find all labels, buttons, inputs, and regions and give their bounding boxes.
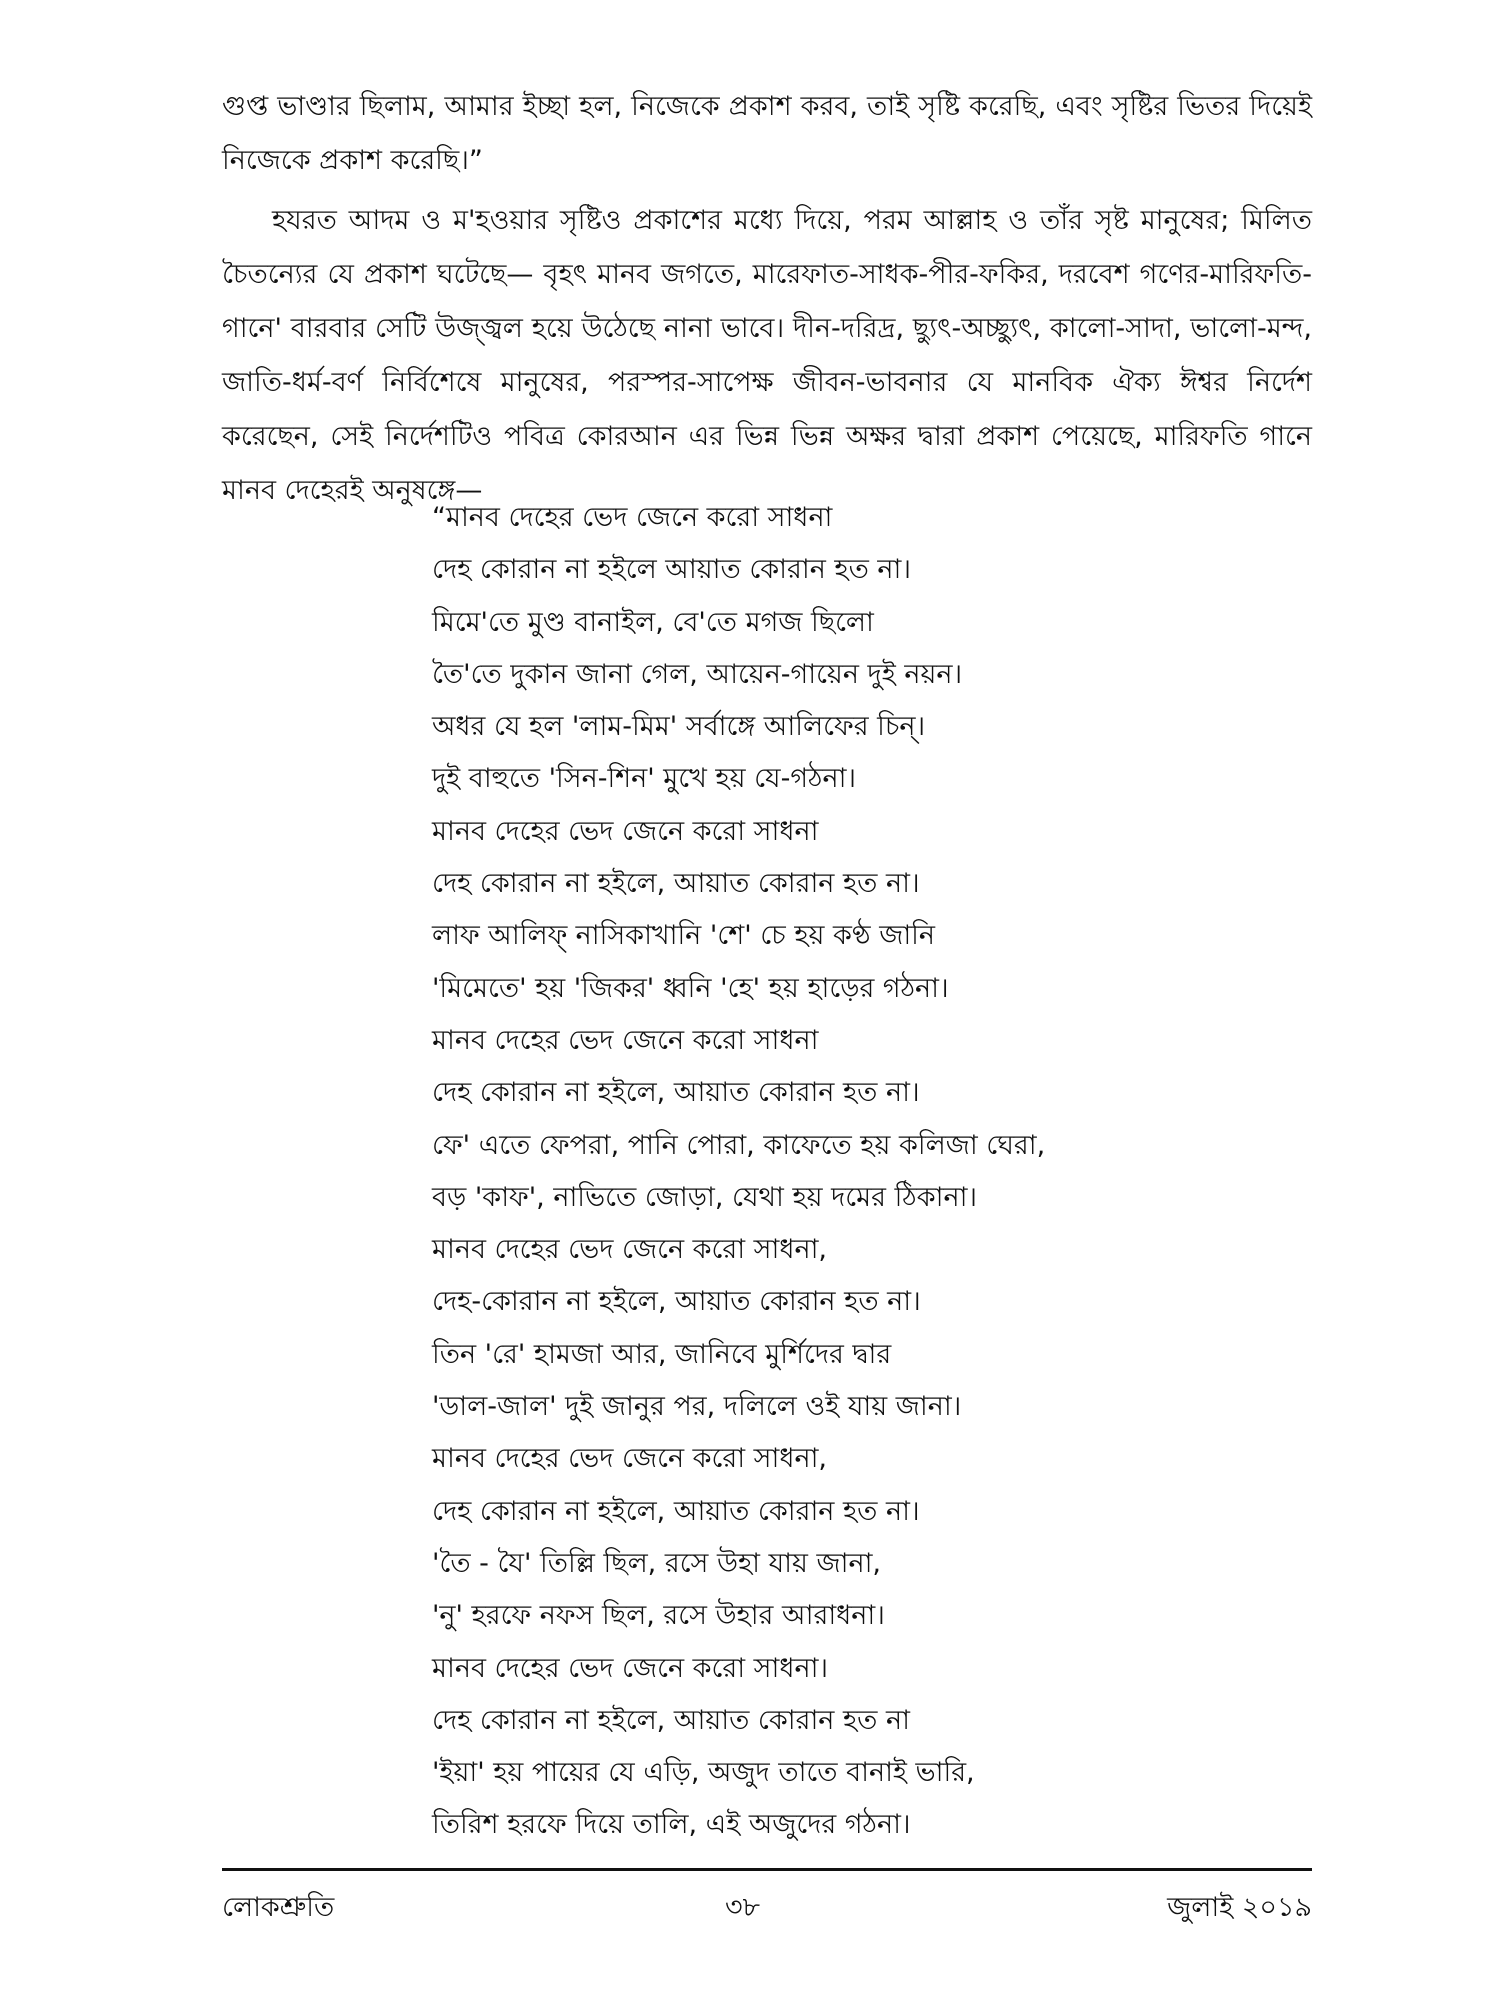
poem-line: 'তৈ - যৈ' তিল্লি ছিল, রসে উহা যায় জানা, [432,1547,881,1579]
poem-line: দেহ কোরান না হইলে, আয়াত কোরান হত না [432,1704,910,1736]
paragraph-1: গুপ্ত ভাণ্ডার ছিলাম, আমার ইচ্ছা হল, নিজেকে প্রকাশ করব, তাই সৃষ্টি করেছি, এবং সৃষ্টির ভিতর দিয়েই নিজেকে প্রকাশ করেছি।” [222,91,1312,176]
poem-line: লাফ আলিফ্ নাসিকাখানি 'শে' চে হয় কণ্ঠ জানি [432,920,936,952]
poem-line: দেহ কোরান না হইলে আয়াত কোরান হত না। [432,554,912,586]
poem-line: দেহ কোরান না হইলে, আয়াত কোরান হত না। [432,868,920,900]
poem-line: মানব দেহের ভেদ জেনে করো সাধনা [432,815,819,847]
footer-journal-name: লোকশ্রুতি [222,1892,335,1923]
poem-line: 'ডাল-জাল' দুই জানুর পর, দলিলে ওই যায় জানা। [432,1391,962,1423]
poem-line: তৈ'তে দুকান জানা গেল, আয়েন-গায়েন দুই নয়ন। [432,658,963,690]
poem-line: “মানব দেহের ভেদ জেনে করো সাধনা [432,502,833,533]
footer-page-number: ৩৮ [725,1892,761,1923]
poem-line: দেহ কোরান না হইলে, আয়াত কোরান হত না। [432,1077,920,1109]
poem-line: মানব দেহের ভেদ জেনে করো সাধনা। [432,1652,829,1684]
poem-line: মানব দেহের ভেদ জেনে করো সাধনা, [432,1443,827,1475]
poem-line: দেহ কোরান না হইলে, আয়াত কোরান হত না। [432,1495,920,1527]
poem-line: 'নু' হরফে নফস ছিল, রসে উহার আরাধনা। [432,1600,885,1632]
poem-line: ফে' এতে ফেপরা, পানি পোরা, কাফেতে হয় কলিজা ঘেরা, [432,1129,1046,1161]
poem-line: তিন 'রে' হামজা আর, জানিবে মুর্শিদের দ্বার [432,1338,892,1370]
footer-issue-date: জুলাই ২০১৯ [1167,1892,1312,1923]
poem-line: মিমে'তে মুণ্ড বানাইল, বে'তে মগজ ছিলো [432,606,874,638]
poem-line: 'ইয়া' হয় পায়ের যে এড়ি, অজুদ তাতে বানাই ভারি, [432,1757,975,1789]
poem-line: মানব দেহের ভেদ জেনে করো সাধনা [432,1024,819,1056]
footer-divider [222,1868,1312,1871]
poem-line: দুই বাহুতে 'সিন-শিন' মুখে হয় যে-গঠনা। [432,763,857,795]
poem-line: দেহ-কোরান না হইলে, আয়াত কোরান হত না। [432,1286,921,1318]
paragraph-2: হযরত আদম ও ম'হওয়ার সৃষ্টিও প্রকাশের মধ্যে দিয়ে, পরম আল্লাহ ও তাঁর সৃষ্ট মানুষের; মিলিত চৈতন্যের যে প্রকাশ ঘটেছে— বৃহৎ মানব জগতে, মারেফাত-সাধক-পীর-ফকির, দরবেশ গণের-মারিফতি-গানে' বারবার সেটি উজ্জ্বল হয়ে উঠেছে নানা ভাবে। দীন-দরিদ্র, ছ্যুৎ-অচ্ছ্যুৎ, কালো-সাদা, ভালো-মন্দ, জাতি-ধর্ম-বর্ণ নির্বিশেষে মানুষের, পরস্পর-সাপেক্ষ জীবন-ভাবনার যে মানবিক ঐক্য ঈশ্বর নির্দেশ করেছেন, সেই নির্দেশটিও পবিত্র কোরআন এর ভিন্ন ভিন্ন অক্ষর দ্বারা প্রকাশ পেয়েছে, মারিফতি গানে মানব দেহেরই অনুষঙ্গে— [222,205,1312,506]
poem-line: তিরিশ হরফে দিয়ে তালি, এই অজুদের গঠনা। [432,1809,911,1841]
poem-line: বড় 'কাফ', নাভিতে জোড়া, যেথা হয় দমের ঠিকানা। [432,1181,978,1213]
poem-line: অধর যে হল 'লাম-মিম' সর্বাঙ্গে আলিফের চিন্। [432,711,926,743]
poem-line: 'মিমেতে' হয় 'জিকর' ধ্বনি 'হে' হয় হাড়ের গঠনা। [432,972,949,1004]
poem-line: মানব দেহের ভেদ জেনে করো সাধনা, [432,1234,827,1266]
poem-block [432,492,1045,1852]
prose-block [222,80,1312,518]
